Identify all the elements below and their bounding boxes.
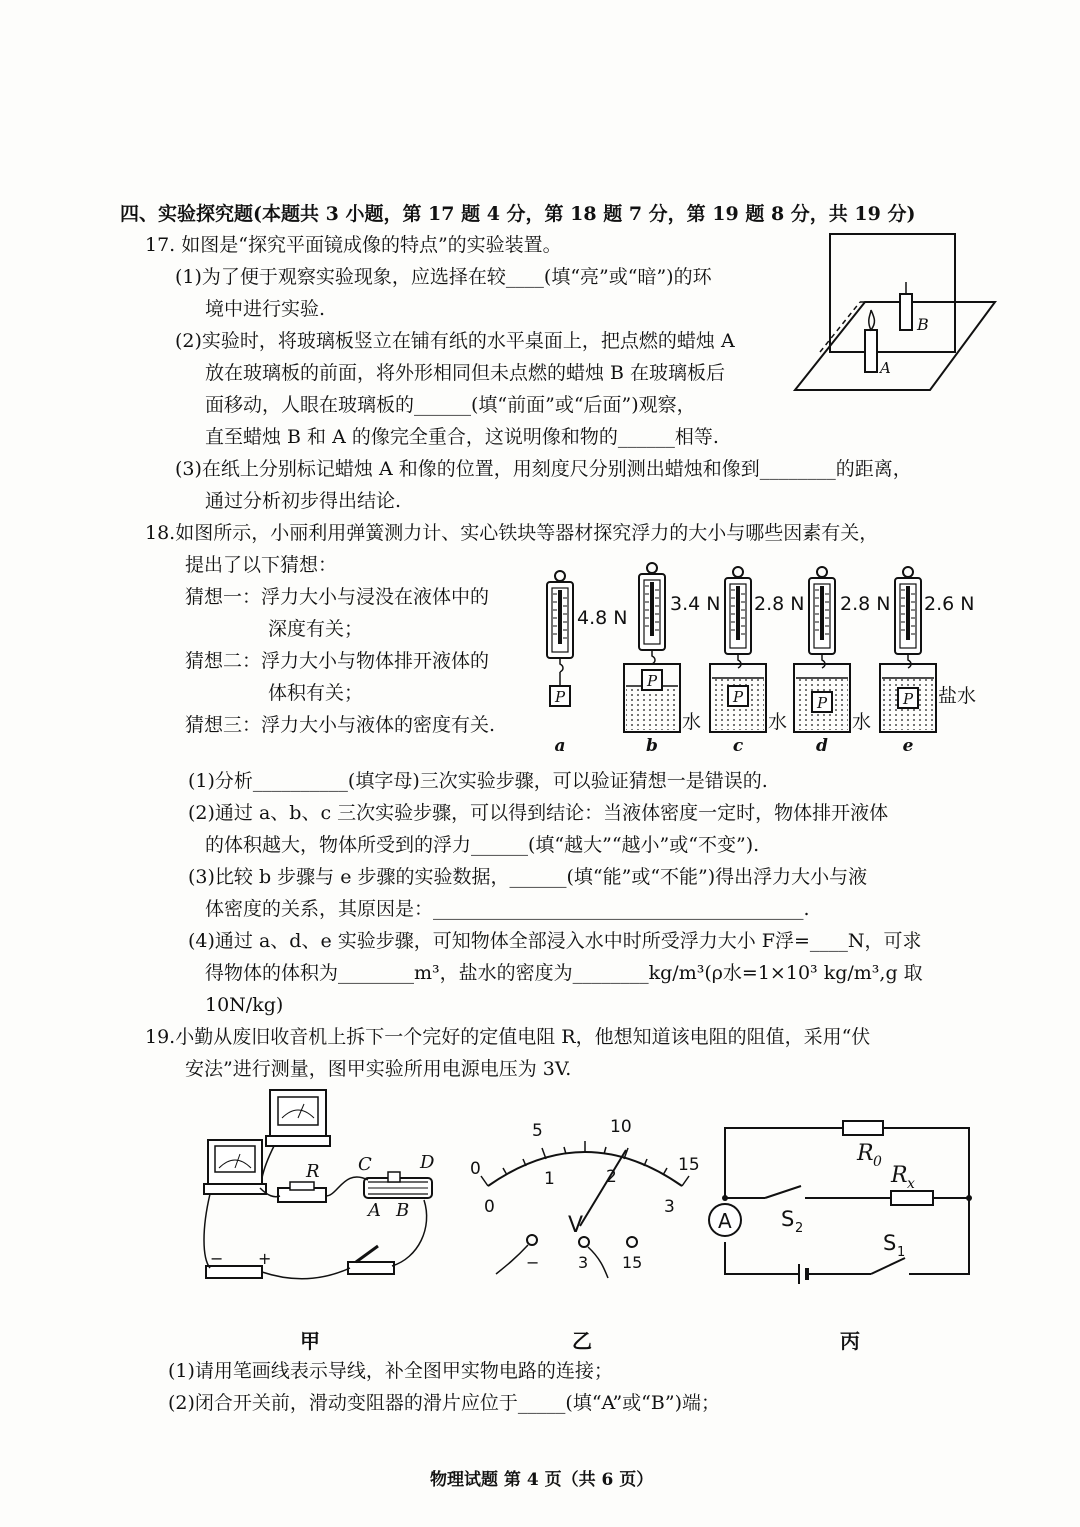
section-title: 四、实验探究题(本题共 3 小题，第 17 题 4 分，第 18 题 7 分，第 19 题 8 分，共 19 分) bbox=[120, 203, 916, 225]
jia-battery-pos: + bbox=[258, 1249, 272, 1268]
yi-top-15: 15 bbox=[678, 1155, 700, 1175]
q19-question-2: (2)闭合开关前，滑动变阻器的滑片应位于_____(填“A”或“B”)端； bbox=[168, 1392, 720, 1414]
q17-mirror-figure bbox=[790, 222, 1000, 397]
yi-terminal-15: 15 bbox=[622, 1253, 643, 1272]
q18-question-4a: (4)通过 a、d、e 实验步骤，可知物体全部浸入水中时所受浮力大小 F浮=____N，可求 bbox=[188, 930, 922, 952]
q18-buoyancy-figure bbox=[540, 568, 980, 758]
block-label-b: P bbox=[646, 672, 658, 690]
caption-jia: 甲 bbox=[300, 1329, 320, 1353]
q18-question-4c: 10N/kg) bbox=[205, 994, 284, 1016]
q17-line-2: 境中进行实验. bbox=[205, 298, 326, 320]
block-label-a: P bbox=[554, 688, 566, 706]
q18-hypothesis-3: 猜想三：浮力大小与液体的密度有关. bbox=[185, 714, 496, 736]
bing-ammeter: A bbox=[718, 1209, 732, 1233]
bing-s2-sub: 2 bbox=[795, 1221, 804, 1236]
q18-hypothesis-1b: 深度有关； bbox=[268, 618, 364, 640]
q19-question-1: (1)请用笔画线表示导线，补全图甲实物电路的连接； bbox=[168, 1360, 613, 1382]
jia-label-b: B bbox=[396, 1200, 410, 1221]
reading-d: 2.8 N bbox=[840, 593, 891, 615]
reading-c: 2.8 N bbox=[754, 593, 805, 615]
block-label-e: P bbox=[902, 690, 914, 708]
step-label-b: b bbox=[646, 736, 658, 756]
yi-top-0: 0 bbox=[470, 1159, 481, 1179]
bing-rx: R bbox=[891, 1163, 908, 1188]
q18-stem-1: 18.如图所示，小丽利用弹簧测力计、实心铁块等器材探究浮力的大小与哪些因素有关， bbox=[145, 522, 879, 544]
page-footer: 物理试题 第 4 页（共 6 页） bbox=[430, 1470, 654, 1490]
bing-r0-sub: 0 bbox=[873, 1154, 882, 1170]
q18-hypothesis-2b: 体积有关； bbox=[268, 682, 364, 704]
jia-label-a: A bbox=[368, 1200, 381, 1221]
yi-terminal-3: 3 bbox=[578, 1253, 589, 1272]
liquid-c: 水 bbox=[768, 711, 788, 733]
q19-figure-yi bbox=[460, 1108, 710, 1298]
jia-label-r: R bbox=[306, 1161, 320, 1182]
liquid-b: 水 bbox=[682, 711, 702, 733]
reading-a: 4.8 N bbox=[577, 607, 628, 629]
yi-terminal-neg: − bbox=[526, 1253, 540, 1272]
q17-line-1: (1)为了便于观察实验现象，应选择在较____(填“亮”或“暗”)的环 bbox=[175, 266, 712, 288]
q18-question-4b: 得物体的体积为________m³，盐水的密度为________kg/m³(ρ水=1×10³ kg/m³,g 取 bbox=[205, 962, 923, 984]
block-label-d: P bbox=[816, 694, 828, 712]
yi-top-10: 10 bbox=[610, 1117, 632, 1137]
bing-s1: S bbox=[883, 1231, 897, 1255]
q19-figure-bing bbox=[705, 1118, 980, 1288]
bing-s1-sub: 1 bbox=[897, 1245, 906, 1260]
yi-unit-v: V bbox=[568, 1213, 584, 1238]
caption-yi: 乙 bbox=[572, 1329, 592, 1353]
bing-r0: R bbox=[857, 1141, 874, 1166]
step-label-e: e bbox=[902, 736, 914, 756]
yi-bottom-2: 2 bbox=[606, 1167, 617, 1187]
yi-bottom-0: 0 bbox=[484, 1197, 495, 1217]
q17-line-6: 直至蜡烛 B 和 A 的像完全重合，这说明像和物的______相等. bbox=[205, 426, 719, 448]
step-label-a: a bbox=[554, 736, 566, 756]
bing-rx-sub: x bbox=[907, 1176, 915, 1192]
q18-question-2b: 的体积越大，物体所受到的浮力______(填“越大”“越小”或“不变”). bbox=[205, 834, 760, 856]
q18-question-1: (1)分析__________(填字母)三次实验步骤，可以验证猜想一是错误的. bbox=[188, 770, 768, 792]
q17-stem: 17. 如图是“探究平面镜成像的特点”的实验装置。 bbox=[145, 234, 562, 256]
step-label-d: d bbox=[816, 736, 828, 756]
yi-top-5: 5 bbox=[532, 1121, 543, 1141]
candle-a-label: A bbox=[880, 359, 891, 377]
q17-line-4: 放在玻璃板的前面，将外形相同但未点燃的蜡烛 B 在玻璃板后 bbox=[205, 362, 726, 384]
q17-line-8: 通过分析初步得出结论. bbox=[205, 490, 402, 512]
yi-bottom-3: 3 bbox=[664, 1197, 675, 1217]
q19-figure-jia bbox=[198, 1088, 448, 1288]
liquid-e: 盐水 bbox=[938, 685, 977, 707]
bing-s2: S bbox=[781, 1207, 795, 1231]
q18-question-3a: (3)比较 b 步骤与 e 步骤的实验数据，______(填“能”或“不能”)得出浮力大小与液 bbox=[188, 866, 868, 888]
q18-hypothesis-1a: 猜想一：浮力大小与浸没在液体中的 bbox=[185, 586, 490, 608]
jia-label-d: D bbox=[420, 1152, 435, 1173]
yi-bottom-1: 1 bbox=[544, 1169, 555, 1189]
reading-b: 3.4 N bbox=[670, 593, 721, 615]
reading-e: 2.6 N bbox=[924, 593, 975, 615]
q18-question-3b: 体密度的关系，其原因是：_______________________________________. bbox=[205, 898, 810, 920]
q17-line-3: (2)实验时，将玻璃板竖立在铺有纸的水平桌面上，把点燃的蜡烛 A bbox=[175, 330, 735, 352]
q17-line-7: (3)在纸上分别标记蜡烛 A 和像的位置，用刻度尺分别测出蜡烛和像到________的距离， bbox=[175, 458, 912, 480]
jia-battery-neg: − bbox=[210, 1249, 224, 1268]
liquid-d: 水 bbox=[852, 711, 872, 733]
jia-label-c: C bbox=[358, 1154, 372, 1175]
step-label-c: c bbox=[732, 736, 744, 756]
q19-stem-2: 安法”进行测量，图甲实验所用电源电压为 3V. bbox=[185, 1058, 572, 1080]
q18-question-2a: (2)通过 a、b、c 三次实验步骤，可以得到结论：当液体密度一定时，物体排开液体 bbox=[188, 802, 889, 824]
q18-stem-2: 提出了以下猜想： bbox=[185, 554, 338, 576]
q19-stem-1: 19.小勤从废旧收音机上拆下一个完好的定值电阻 R，他想知道该电阻的阻值，采用“伏 bbox=[145, 1026, 871, 1048]
caption-bing: 丙 bbox=[840, 1329, 860, 1353]
candle-b-label: B bbox=[917, 315, 929, 334]
q17-line-5: 面移动，人眼在玻璃板的______(填“前面”或“后面”)观察， bbox=[205, 394, 696, 416]
block-label-c: P bbox=[732, 688, 744, 706]
q18-hypothesis-2a: 猜想二：浮力大小与物体排开液体的 bbox=[185, 650, 490, 672]
